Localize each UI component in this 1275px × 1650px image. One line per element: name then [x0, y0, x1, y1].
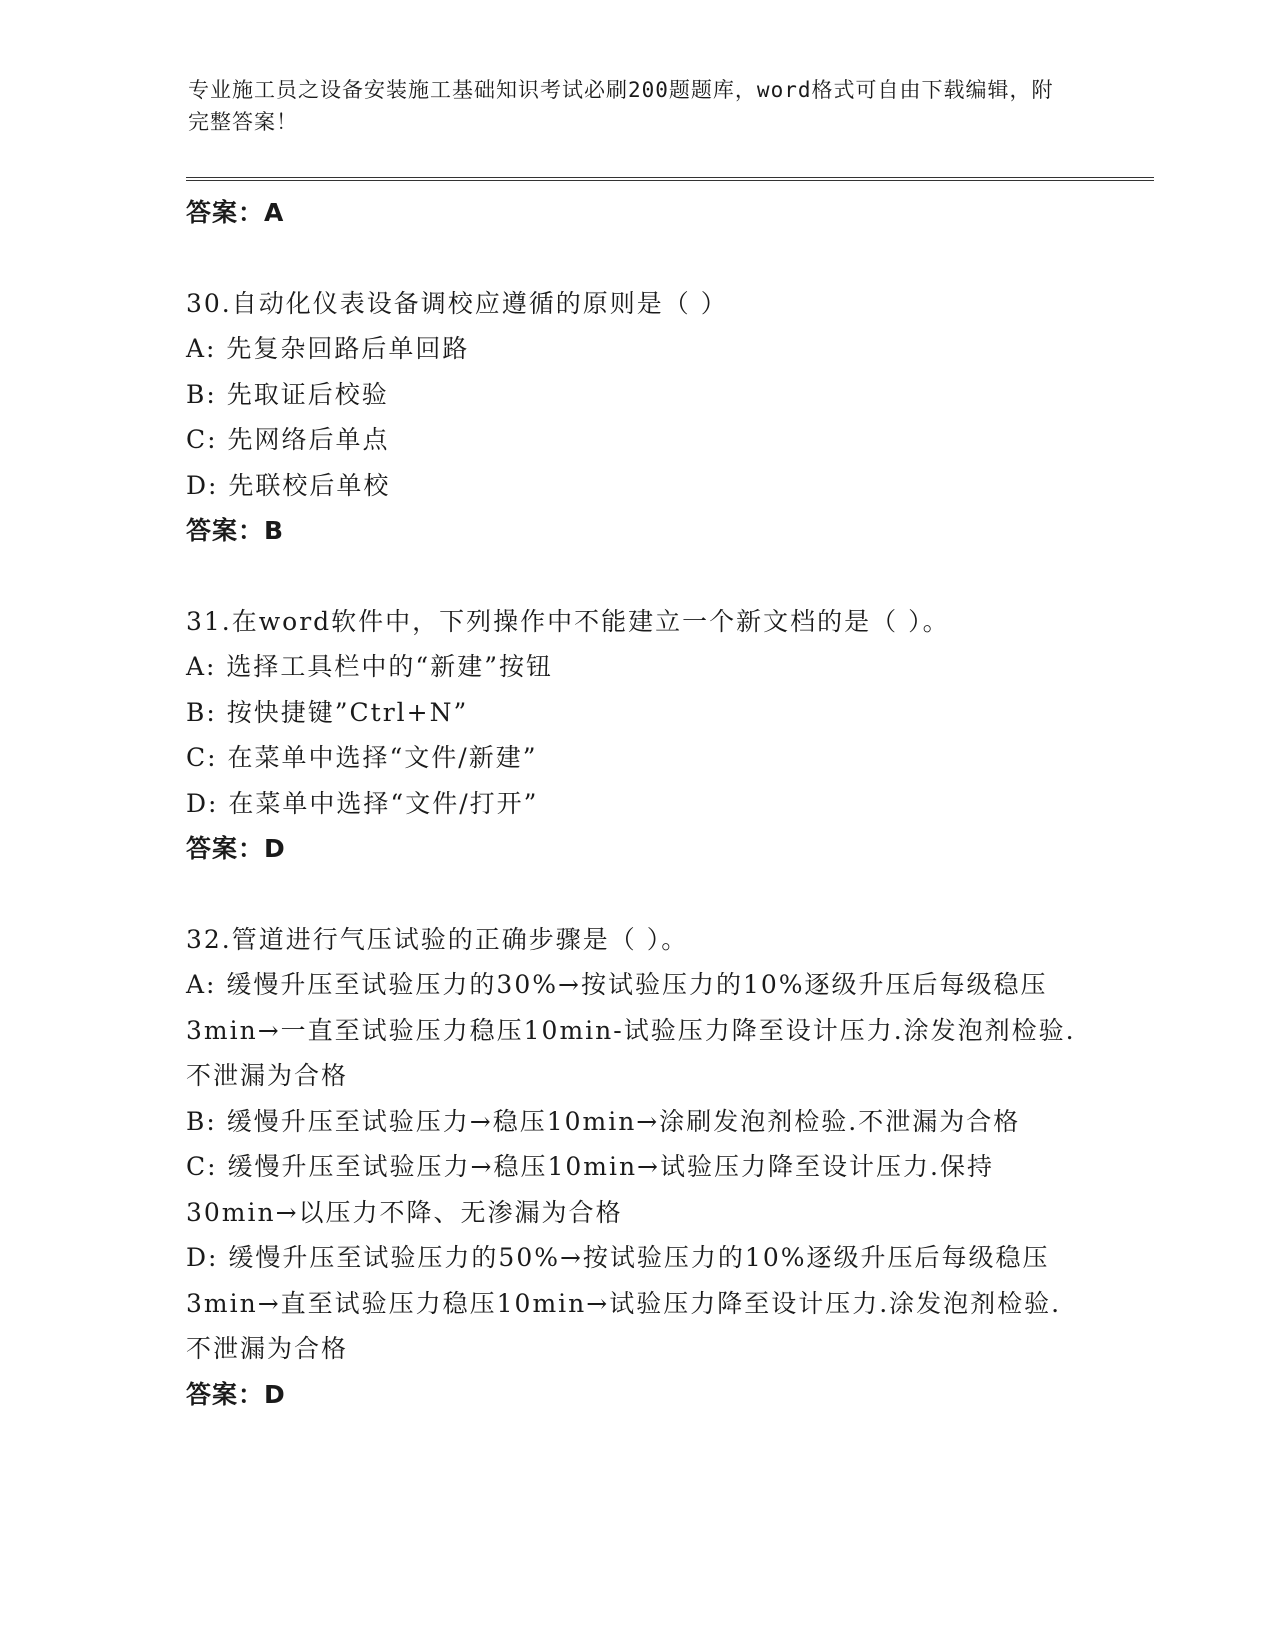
header-divider [186, 177, 1154, 181]
question-32: 32.管道进行气压试验的正确步骤是（ ）。 [186, 924, 689, 954]
question-31-option-d: D: 在菜单中选择“文件/打开” [186, 788, 539, 818]
answer-30: 答案：B [186, 516, 285, 545]
question-30: 30.自动化仪表设备调校应遵循的原则是（ ） [186, 288, 728, 318]
question-31-option-b: B: 按快捷键”Ctrl+N” [186, 697, 469, 727]
question-32-option-c: C: 缓慢升压至试验压力→稳压10min→试验压力降至设计压力.保持30min→以压力不降、无渗漏为合格 [186, 1152, 994, 1227]
answer-32: 答案：D [186, 1379, 286, 1409]
question-30-option-a: A: 先复杂回路后单回路 [186, 334, 470, 363]
question-31-option-a: A: 选择工具栏中的“新建”按钮 [186, 652, 553, 681]
question-32-option-b: B: 缓慢升压至试验压力→稳压10min→涂刷发泡剂检验.不泄漏为合格 [186, 1106, 1021, 1136]
question-32-option-d: D: 缓慢升压至试验压力的50%→按试验压力的10%逐级升压后每级稳压3min→直至试验压力稳压10min→试验压力降至设计压力.涂发泡剂检验.不泄漏为合格 [186, 1243, 1062, 1363]
answer-29: 答案：A [186, 198, 285, 227]
spacer [186, 554, 1086, 599]
question-32-option-a: A: 缓慢升压至试验压力的30%→按试验压力的10%逐级升压后每级稳压3min→一直至试验压力稳压10min-试验压力降至设计压力.涂发泡剂检验.不泄漏为合格 [186, 970, 1076, 1090]
question-30-option-d: D: 先联校后单校 [186, 470, 391, 500]
document-header: 专业施工员之设备安装施工基础知识考试必刷200题题库，word格式可自由下载编辑，附完整答案！ [188, 78, 1054, 134]
spacer [186, 872, 1086, 917]
answer-31: 答案：D [186, 834, 286, 863]
document-body [186, 190, 1086, 1417]
question-31-option-c: C: 在菜单中选择“文件/新建” [186, 743, 538, 772]
question-30-option-b: B: 先取证后校验 [186, 379, 389, 409]
spacer [186, 236, 1086, 281]
question-31: 31.在word软件中，下列操作中不能建立一个新文档的是（ ）。 [186, 606, 950, 636]
question-30-option-c: C: 先网络后单点 [186, 425, 390, 454]
